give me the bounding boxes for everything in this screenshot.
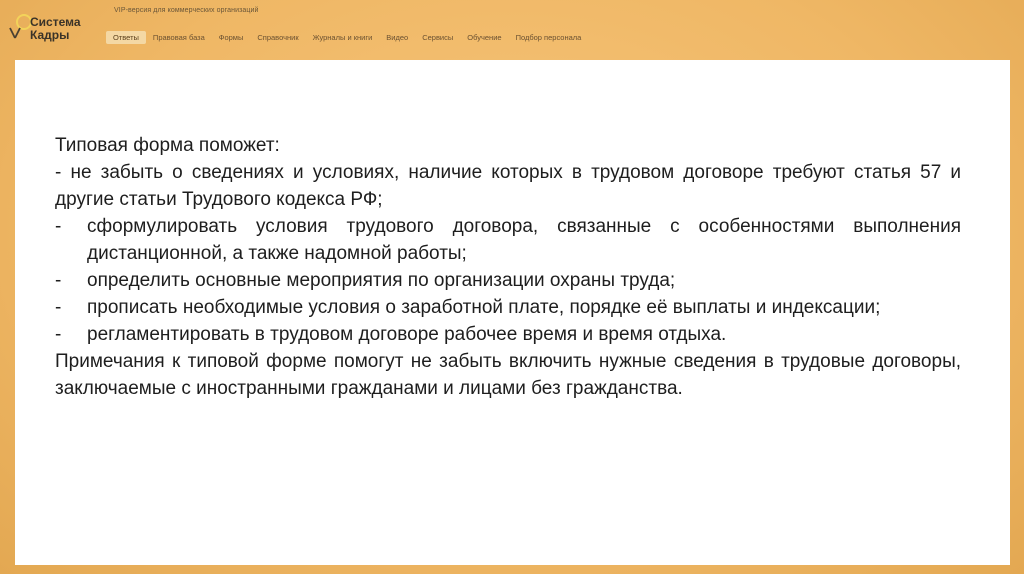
site-header [0, 0, 1024, 56]
content-heading: Типовая форма поможет: [55, 135, 280, 156]
logo-line-1: Система [30, 15, 81, 29]
list-item-text: регламентировать в трудовом договоре рабочее время и время отдыха. [87, 324, 727, 345]
list-dash: - [55, 324, 62, 345]
list-item [55, 213, 961, 267]
list-dash: - [55, 297, 62, 318]
list-item [55, 294, 961, 321]
logo-line-2: Кадры [30, 28, 70, 42]
list-item [55, 267, 961, 294]
list-item-text: определить основные мероприятия по организации охраны труда; [87, 270, 676, 291]
nav-item-journals[interactable]: Журналы и книги [312, 32, 373, 42]
nav-item-answers[interactable]: Ответы [106, 31, 146, 44]
main-nav [106, 28, 588, 46]
content-panel [15, 60, 1010, 565]
logo[interactable] [8, 6, 103, 46]
nav-item-reference[interactable]: Справочник [257, 32, 299, 42]
logo-text [30, 16, 81, 42]
list-dash: - [55, 216, 62, 237]
nav-item-forms[interactable]: Формы [218, 32, 244, 42]
nav-item-services[interactable]: Сервисы [422, 32, 454, 42]
nav-item-training[interactable]: Обучение [467, 32, 502, 42]
list-item [55, 321, 961, 348]
list-item-text: прописать необходимые условия о заработной плате, порядке её выплаты и индексации; [87, 297, 881, 318]
content-text [55, 132, 961, 402]
list-item-text: сформулировать условия трудового договора, связанные с особенностями выполнения дистанционной, а также надомной работы; [87, 216, 961, 264]
content-first-line: - не забыть о сведениях и условиях, наличие которых в трудовом договоре требуют статья 57 и другие статьи Трудового кодекса РФ; [55, 162, 961, 210]
list-dash: - [55, 270, 62, 291]
content-note: Примечания к типовой форме помогут не забыть включить нужные сведения в трудовые договоры, заключаемые с иностранными гражданами и лицами без гражданства. [55, 351, 961, 399]
nav-item-recruitment[interactable]: Подбор персонала [515, 32, 582, 42]
site-subtitle: VIP-версия для коммерческих организаций [114, 7, 259, 14]
nav-item-video[interactable]: Видео [386, 32, 409, 42]
nav-item-legal-base[interactable]: Правовая база [152, 32, 205, 42]
